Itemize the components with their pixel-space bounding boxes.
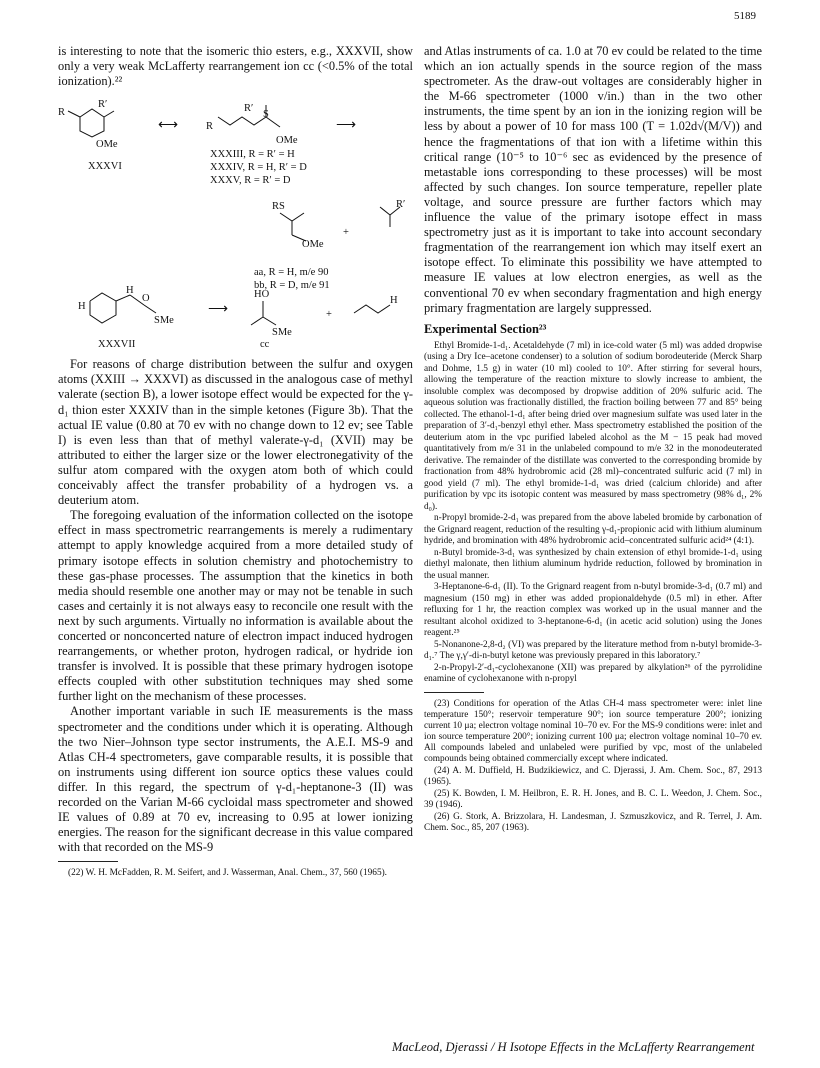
label-rp-2: R′ bbox=[244, 103, 254, 115]
label-aa: aa, R = H, m/e 90 bbox=[254, 267, 329, 279]
label-plus-1: + bbox=[343, 227, 349, 239]
label-rp: R′ bbox=[98, 99, 108, 111]
footnote-26: (26) G. Stork, A. Brizzolara, H. Landesman, J. Szmuszkovicz, and R. Terrel, J. Am. Chem. Soc., 85, 207 (1963). bbox=[424, 811, 762, 833]
label-xxxvi: XXXVI bbox=[88, 161, 122, 173]
label-h-3: H bbox=[390, 295, 398, 307]
label-s: S bbox=[263, 109, 269, 121]
experimental-paragraph-1: Ethyl Bromide-1-d₁. Acetaldehyde (7 ml) in ice-cold water (5 ml) was added dropwise (using a Dry Ice–acetone condenser) to a solution of sodium borodeuteride (Merck Sharp and Dohme, 1.5 g) in water (10 ml) cooled to 10°. After stirring for several hours, allowing the temperature of the reaction mixture to slowly increase to ambient, the insoluble complex was decomposed by dropwise addition of 20% sulfuric acid. The aqueous solution was fractionally distilled, the fraction boiling between 77 and 85° being collected. The ethanol-1-d₁ after being dried over magnesium sulfate was used later in the preparation of 3′-d₁-benzyl ethyl ether. Mass spectrometry established the position of the deuterium atom in the vpc purified labeled alcohol as the M − 15 peak had moved quantitatively from m/e 31 in the unlabeled compound to m/e 32 in the monodeuterated derivative. The remainder of the distillate was converted to the corresponding bromide by fractionation from 48% hydrobromic acid (28 ml)–concentrated sulfuric acid (7 ml) in good yield (7 ml). The ethyl bromide-1-d₁ was dried (calcium chloride) and after purification by vpc its isotopic content was measured by mass spectrometry (98% d₁, 2% d₀). bbox=[424, 340, 762, 512]
label-xxxv: XXXV, R = R′ = D bbox=[210, 175, 291, 187]
scheme-text bbox=[58, 99, 405, 350]
label-sme-2: SMe bbox=[272, 327, 292, 339]
body-paragraph-1: For reasons of charge distribution between the sulfur and oxygen atoms (XXIII → XXXVI) as discussed in the analogous case of methyl valerate (section B), a lower isotope effect would be expected for the γ-d₁ thion ester XXXIV than in the simple ketones (Figure 3b). That the actual IE value (0.80 at 70 ev with no change down to 12 ev; see Table I) is even less than that of methyl valerate-γ-d₁ (XVII) may be attributed to either the larger size or the lower electronegativity of the sulfur atom compared with the oxygen atom both of which could conceivably affect the transfer probability of a hydrogen vs. a deuterium atom. bbox=[58, 357, 413, 508]
label-rs: RS bbox=[272, 201, 285, 213]
ring-xxxvii bbox=[90, 293, 116, 323]
label-xxxvii: XXXVII bbox=[98, 339, 136, 351]
arrow-forward-1: ⟶ bbox=[336, 118, 357, 134]
right-body-paragraph: and Atlas instruments of ca. 1.0 at 70 ev could be related to the time which an ion actually spends in the source region of the mass spectrometer. As the draw-out voltages are considerably higher in the M-66 spectrometer (1000 v/in.) than in the two other instruments, the time spent by an ion in the ionizing region will be less by about a power of 10 for mass 100 (T = 1.02d√(M/V)) and hence the fragmentations of that ion with a lifetime within this critical range (10⁻⁵ to 10⁻⁶ sec as evidenced by the presence of metastable ions corresponding to these processes) will be most affected by such changes. Ion source temperature, repeller plate voltage, and source pressure are further factors which may influence the value of the primary isotope effect in mass spectrometry just as it is important to take into account secondary fragmentation of the rearrangement ion which may itself exert an isotope effect. To eliminate this possibility we have attempted to measure IE values at low electron energies, as well as the conventional 70 ev when secondary fragmentation and high energy primary fragmentation are largely suppressed. bbox=[424, 44, 762, 315]
label-h-2: H bbox=[126, 285, 134, 297]
experimental-paragraph-6: 2-n-Propyl-2′-d₁-cyclohexanone (XII) was prepared by alkylation²⁶ of the pyrrolidine enamine of cyclohexanone with n-propyl bbox=[424, 662, 762, 685]
body-paragraph-3: Another important variable in such IE measurements is the mass spectrometer and the conditions under which it is operating. Although the two Nier–Johnson type sector instruments, the A.E.I. MS-9 and Atlas CH-4 spectrometers, gave comparable results, it is possible that on instruments using different ion source optics these values could differ. In this regard, the spectrum of γ-d₁-heptanone-3 (II) was recorded on the Varian M-66 cycloidal mass spectrometer and showed IE values of 0.89 at 70 ev, increasing to 0.95 at lower ionizing energies. The reason for the significant decrease in this value compared with that recorded on the MS-9 bbox=[58, 704, 413, 855]
arrow-forward-2: ⟶ bbox=[208, 302, 229, 318]
label-ome-3: OMe bbox=[302, 239, 324, 251]
experimental-paragraph-4: 3-Heptanone-6-d₁ (II). To the Grignard reagent from n-butyl bromide-3-d₁ (0.7 ml) and magnesium (150 mg) in ether was added propionaldehyde (0.5 ml) in ether. After refluxing for 1 hr, the reaction complex was worked up in the usual manner and the resultant alcohol oxidized to 3-heptanone-6-d₁ (in acetic acid solution) using the Jones reagent.²⁵ bbox=[424, 582, 762, 639]
label-ome: OMe bbox=[96, 139, 118, 151]
footnote-25: (25) K. Bowden, I. M. Heilbron, E. R. H. Jones, and B. C. L. Weedon, J. Chem. Soc., 39 (1946). bbox=[424, 788, 762, 810]
footnote-23: (23) Conditions for operation of the Atlas CH-4 mass spectrometer were: inlet line temperature 150°; reservoir temperature 90°; ion source temperature 200°; ionizing current 10 μa; electron voltage nominal 10–70 ev. For the MS-9 conditions were: inlet and ion source temperature 200°; ionizing current 100 μa; electron voltage nominal 10–70 ev. All compounds labeled and unlabeled were purified by vpc, most of the unlabeled compounds being obtained commercially except where indicated. bbox=[424, 698, 762, 764]
reaction-scheme-drawing bbox=[58, 95, 413, 355]
label-plus-2: + bbox=[326, 309, 332, 321]
arrow-resonance: ⟷ bbox=[158, 118, 179, 134]
footnote-rule-left bbox=[58, 861, 118, 862]
label-r: R bbox=[58, 107, 66, 119]
label-bb: bb, R = D, m/e 91 bbox=[254, 280, 330, 292]
label-o: O bbox=[142, 293, 150, 305]
label-xxxiv: XXXIV, R = H, R′ = D bbox=[210, 162, 307, 174]
ring-xxxvi bbox=[80, 109, 104, 137]
experimental-paragraph-5: 5-Nonanone-2,8-d₂ (VI) was prepared by the literature method from n-butyl bromide-3-d₁.⁷ The γ,γ′-di-n-butyl ketone was previously prepared in this laboratory.⁷ bbox=[424, 639, 762, 662]
footnote-rule-right bbox=[424, 692, 484, 693]
page-number: 5189 bbox=[734, 10, 756, 22]
right-column bbox=[424, 44, 762, 835]
left-column bbox=[58, 44, 413, 880]
section-title: Experimental Section²³ bbox=[424, 321, 547, 336]
experimental-paragraph-2: n-Propyl bromide-2-d₁ was prepared from the above labeled bromide by carbonation of the Grignard reagent, reduction of the resulting γ-d₁-propionic acid with lithium aluminum hydride, and bromination with 48% hydrobromic acid–concentrated sulfuric acid²⁴ (4:1). bbox=[424, 513, 762, 547]
running-footer: MacLeod, Djerassi / H Isotope Effects in the McLafferty Rearrangement bbox=[392, 1040, 755, 1054]
label-cc: cc bbox=[260, 339, 270, 351]
label-h-1: H bbox=[78, 301, 86, 313]
footnote-24: (24) A. M. Duffield, H. Budzikiewicz, and C. Djerassi, J. Am. Chem. Soc., 87, 2913 (1965). bbox=[424, 765, 762, 787]
label-sme: SMe bbox=[154, 315, 174, 327]
intro-paragraph: is interesting to note that the isomeric thio esters, e.g., XXXVII, show only a very weak McLafferty rearrangement ion cc (<0.5% of the total ionization).²² bbox=[58, 44, 413, 89]
body-paragraph-2: The foregoing evaluation of the information collected on the isotope effect in mass spectrometric rearrangements is merely a rudimentary attempt to apply knowledge acquired from a more detailed study of primary isotope effects in solution chemistry and photochemistry to these gas-phase processes. The assumption that the kinetics in both media should resemble one another may or may not be tenable in such cases and certainly it is not always easy to reconcile one result with the next by such arguments. Virtually no information is available about the concerted or nonconcerted nature of electron impact induced hydrogen rearrangements, or whether proton, hydrogen radical, or hydride ion transfer is involved. It is possible that these primary hydrogen isotope effects coupled with other substitution techniques may shed some further light on the mechanism of these processes. bbox=[58, 508, 413, 704]
label-r-2: R bbox=[206, 121, 214, 133]
label-rp-3: R′ bbox=[396, 199, 406, 211]
label-xxxiii: XXXIII, R = R′ = H bbox=[210, 149, 295, 161]
label-ho: HO bbox=[254, 289, 270, 301]
footnote-22: (22) W. H. McFadden, R. M. Seifert, and J. Wasserman, Anal. Chem., 37, 560 (1965). bbox=[68, 868, 388, 879]
reaction-scheme bbox=[58, 95, 413, 355]
experimental-paragraph-3: n-Butyl bromide-3-d₁ was synthesized by chain extension of ethyl bromide-1-d₁ using diethyl malonate, then lithium aluminum hydride reduction, followed by bromination in the usual manner. bbox=[424, 547, 762, 581]
label-ome-2: OMe bbox=[276, 135, 298, 147]
